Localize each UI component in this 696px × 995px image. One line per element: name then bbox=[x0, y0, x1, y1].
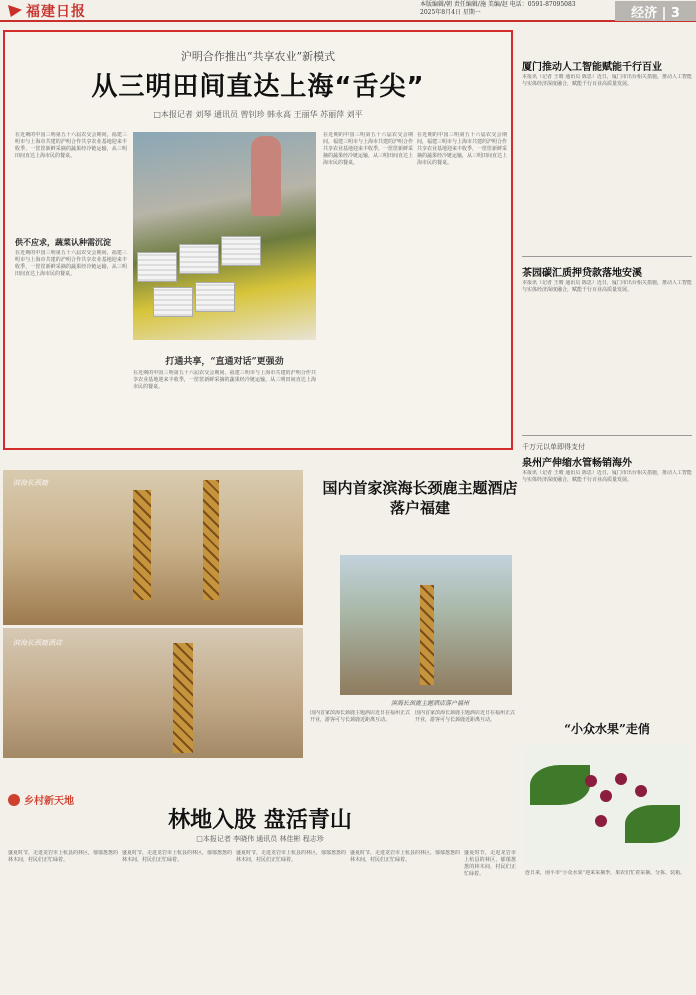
giraffe-caption: 滨海长颈鹿主题酒店落户福州 bbox=[390, 700, 469, 707]
berry-shape bbox=[600, 790, 612, 802]
giraffe-figure bbox=[420, 585, 434, 685]
forest-body: 盛夏时节，走进龙岩市上杭县的林区，郁郁葱葱的林木间，村民们正忙碌着。 bbox=[8, 850, 118, 863]
brief-kicker: 千万元以单即得支付 bbox=[522, 443, 585, 451]
crate-image bbox=[195, 282, 235, 312]
fruit-caption: 连日来，南平市“小众水果”迎来采摘季，果农们忙着采摘、分拣、装箱。 bbox=[525, 870, 686, 876]
editor-line: 本版编辑/朝 责任编辑/施 美编/赵 电话：0591-87095083 bbox=[420, 1, 576, 8]
divider bbox=[522, 256, 692, 257]
badge-icon bbox=[8, 794, 20, 806]
farm-photo bbox=[133, 132, 316, 340]
feature-byline: □本报记者 刘琴 通讯员 曾钊珍 韩永高 王丽华 苏丽萍 刘平 bbox=[153, 110, 363, 119]
fruit-photo bbox=[525, 745, 690, 865]
hotel-sign: 滨海长颈鹿 bbox=[13, 479, 48, 487]
forest-headline: 林地入股 盘活青山 bbox=[168, 808, 352, 833]
feature-body-col2: 在近期的中国三明第五十六届农交会期间，福建三明市与上海市共建的沪明合作共享农业基地迎来丰收季，一筐筐新鲜采摘的蔬果经冷链运输，从三明田间直达上海市民的餐桌。 bbox=[133, 370, 316, 390]
forest-body: 盛夏时节，走进龙岩市上杭县的林区，郁郁葱葱的林木间，村民们正忙碌着。 bbox=[464, 850, 516, 877]
berry-shape bbox=[615, 773, 627, 785]
flag-icon bbox=[8, 5, 22, 17]
section-tag: 经济 | 3 bbox=[615, 1, 696, 21]
badge-label: 乡村新天地 bbox=[24, 796, 74, 807]
leaf-shape bbox=[625, 805, 680, 843]
berry-shape bbox=[585, 775, 597, 787]
crate-image bbox=[221, 236, 261, 266]
crate-image bbox=[179, 244, 219, 274]
giraffe-photo-right bbox=[340, 555, 512, 695]
feature-caption: 打通共享，“直通对话”更强劲 bbox=[165, 357, 284, 367]
section-badge bbox=[8, 792, 74, 807]
feature-body-col1: 在近期的中国三明第五十六届农交会期间，福建三明市与上海市共建的沪明合作共享农业基地迎来丰收季，一筐筐新鲜采摘的蔬果经冷链运输，从三明田间直达上海市民的餐桌。 bbox=[15, 132, 127, 159]
feature-body-col3: 在近期的中国三明第五十六届农交会期间，福建三明市与上海市共建的沪明合作共享农业基地迎来丰收季，一筐筐新鲜采摘的蔬果经冷链运输，从三明田间直达上海市民的餐桌。 bbox=[323, 132, 413, 166]
feature-body-col4: 在近期的中国三明第五十六届农交会期间，福建三明市与上海市共建的沪明合作共享农业基地迎来丰收季，一筐筐新鲜采摘的蔬果经冷链运输，从三明田间直达上海市民的餐桌。 bbox=[417, 132, 507, 166]
farmer-figure bbox=[251, 136, 281, 216]
brief-body: 本报讯（记者 王晴 通讯员 陈思）近日，厦门市出台相关措施，推动人工智能与实体经济深度融合，赋能千行百业高质量发展。 bbox=[522, 74, 692, 87]
berry-shape bbox=[635, 785, 647, 797]
brief-body: 本报讯（记者 王晴 通讯员 陈思）近日，厦门市出台相关措施，推动人工智能与实体经济深度融合，赋能千行百业高质量发展。 bbox=[522, 280, 692, 293]
feature-body-col1b: 在近期的中国三明第五十六届农交会期间，福建三明市与上海市共建的沪明合作共享农业基地迎来丰收季，一筐筐新鲜采摘的蔬果经冷链运输，从三明田间直达上海市民的餐桌。 bbox=[15, 250, 127, 277]
masthead-info bbox=[420, 1, 600, 17]
hotel-sign: 滨海长颈鹿酒店 bbox=[13, 639, 62, 647]
fruit-headline: “小众水果”走俏 bbox=[564, 722, 650, 736]
giraffe-body: 国内首家滨海长颈鹿主题酒店近日在福州正式开业，游客可与长颈鹿近距离互动。 bbox=[415, 710, 515, 723]
forest-body: 盛夏时节，走进龙岩市上杭县的林区，郁郁葱葱的林木间，村民们正忙碌着。 bbox=[122, 850, 232, 863]
featured-article bbox=[3, 30, 513, 450]
newspaper-logo bbox=[8, 2, 118, 20]
feature-kicker: 沪明合作推出“共享农业”新模式 bbox=[180, 50, 336, 63]
forest-body: 盛夏时节，走进龙岩市上杭县的林区，郁郁葱葱的林木间，村民们正忙碌着。 bbox=[350, 850, 460, 863]
giraffe-photo-bottom bbox=[3, 628, 303, 758]
brief-headline: 厦门推动人工智能赋能千行百业 bbox=[522, 62, 662, 73]
giraffe-body: 国内首家滨海长颈鹿主题酒店近日在福州正式开业，游客可与长颈鹿近距离互动。 bbox=[310, 710, 410, 723]
brief-headline: 茶园碳汇质押贷款落地安溪 bbox=[522, 268, 642, 279]
leaf-shape bbox=[530, 765, 590, 805]
giraffe-figure bbox=[133, 490, 151, 600]
brief-headline: 泉州产伸缩水管畅销海外 bbox=[522, 458, 632, 469]
forest-body: 盛夏时节，走进龙岩市上杭县的林区，郁郁葱葱的林木间，村民们正忙碌着。 bbox=[236, 850, 346, 863]
issue-date: 2025年8月4日 星期一 bbox=[420, 9, 481, 16]
brief-body: 本报讯（记者 王晴 通讯员 陈思）近日，厦门市出台相关措施，推动人工智能与实体经济深度融合，赋能千行百业高质量发展。 bbox=[522, 470, 692, 483]
giraffe-headline: 国内首家滨海长颈鹿主题酒店落户福建 bbox=[322, 479, 518, 517]
forest-byline: □本报记者 李晓伟 通讯员 林佳彬 程志珍 bbox=[196, 835, 324, 843]
giraffe-figure bbox=[203, 480, 219, 600]
berry-shape bbox=[595, 815, 607, 827]
masthead bbox=[0, 0, 696, 22]
divider bbox=[522, 435, 692, 436]
crate-image bbox=[137, 252, 177, 282]
crate-image bbox=[153, 287, 193, 317]
giraffe-figure bbox=[173, 643, 193, 753]
logo-text: 福建日报 bbox=[26, 4, 86, 20]
feature-headline: 从三明田间直达上海“舌尖” bbox=[91, 72, 425, 102]
giraffe-photo-top bbox=[3, 470, 303, 625]
feature-subhead: 供不应求，蔬菜认种需沉淀 bbox=[15, 237, 111, 247]
